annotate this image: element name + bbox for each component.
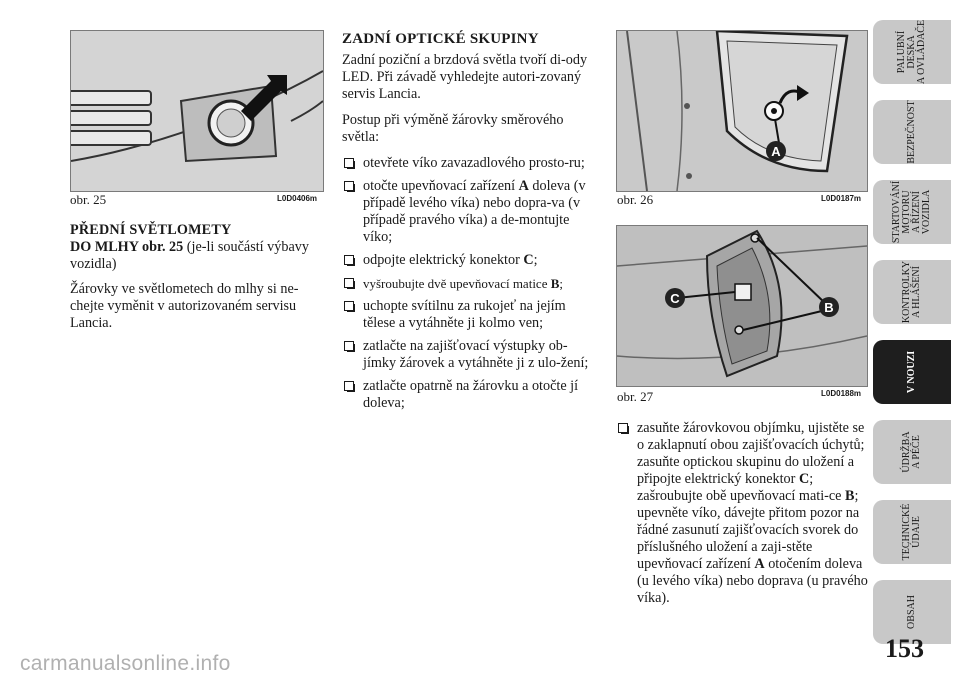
checkbox-bullet-icon [344, 381, 354, 391]
list-item: vyšroubujte dvě upevňovací matice B; [342, 275, 592, 292]
checkbox-bullet-icon [618, 423, 628, 433]
tab-technicke-udaje[interactable] [873, 500, 951, 564]
checkbox-bullet-icon [344, 255, 354, 265]
column-fog-lights [70, 222, 325, 341]
tab-kontrolky[interactable] [873, 260, 951, 324]
checkbox-bullet-icon [344, 301, 354, 311]
trunk-cover-illustration [617, 31, 867, 191]
checkbox-bullet-icon [344, 181, 354, 191]
tab-palubni-deska[interactable] [873, 20, 951, 84]
tab-label: BEZPEČNOST [906, 100, 917, 164]
paragraph: Žárovky ve světlometech do mlhy si ne-chejte vyměnit v autorizovaném servisu Lancia. [70, 281, 299, 331]
checkbox-bullet-icon [344, 341, 354, 351]
list-item: otočte upevňovací zařízení A doleva (v případě levého víka) nebo dopra-va (v případě pravého víka) a de-montujte víko; [342, 178, 592, 246]
list-item: odpojte elektrický konektor C; [342, 252, 592, 269]
list-item: zasuňte žárovkovou objímku, ujistěte se o zaklapnutí obou zajišťovacích úchytů; zasuňte optickou skupinu do uložení a připojte elektrický konektor C; zašroubujte obě upevňovací mati-ce B; upevněte víko, dávejte přitom pozor na řádné zasunutí zajišťovacích svorek do příslušného uložení a zaji-stěte upevňovací zařízení A otočením doleva (u levého víka) nebo doprava (u pravého víka). [616, 420, 868, 607]
tab-label: TECHNICKÉ ÚDAJE [901, 503, 922, 561]
tab-label: OBSAH [906, 595, 917, 629]
tab-label: STARTOVÁNÍ MOTORU A ŘÍZENÍ VOZIDLA [891, 180, 932, 244]
page-number: 153 [885, 634, 924, 663]
section-subheading: DO MLHY obr. 25 (je-li součástí výbavy vozidla) [70, 239, 309, 272]
instruction-list [342, 155, 592, 412]
paragraph: Zadní poziční a brzdová světla tvoří di-ody LED. Při závadě vyhledejte autori-zovaný servis Lancia. [342, 52, 588, 102]
tab-udrzba[interactable] [873, 420, 951, 484]
section-heading: ZADNÍ OPTICKÉ SKUPINY [342, 31, 539, 47]
watermark: carmanualsonline.info [20, 652, 231, 675]
figure-trunk-cover [616, 30, 868, 192]
callout-b-label: B [824, 300, 834, 315]
section-heading: PŘEDNÍ SVĚTLOMETY [70, 222, 232, 238]
figure-caption: obr. 25 [70, 192, 107, 207]
paragraph: Postup při výměně žárovky směrového světla: [342, 112, 564, 145]
list-item: otevřete víko zavazadlového prosto-ru; [342, 155, 592, 172]
tab-label: KONTROLKY A HLÁŠENÍ [901, 260, 922, 324]
checkbox-bullet-icon [344, 278, 354, 288]
list-item: zatlačte opatrně na žárovku a otočte jí doleva; [342, 378, 592, 412]
column-reassembly [616, 420, 868, 613]
list-item: zatlačte na zajišťovací výstupky ob-jímky žárovek a vytáhněte ji z ulo-žení; [342, 338, 592, 372]
tab-v-nouzi[interactable] [873, 340, 951, 404]
checkbox-bullet-icon [344, 158, 354, 168]
light-cluster-illustration [617, 226, 867, 386]
callout-a-label: A [771, 144, 781, 159]
tab-bezpecnost[interactable] [873, 100, 951, 164]
figure-code: L0D0187m [821, 194, 862, 203]
instruction-list [616, 420, 868, 607]
figure-code: L0D0406m [277, 194, 318, 203]
column-rear-lights [342, 31, 592, 418]
figure-light-cluster [616, 225, 868, 387]
figure-code: L0D0188m [821, 389, 862, 398]
fog-light-illustration [71, 31, 323, 191]
figure-fog-light [70, 30, 324, 192]
figure-caption: obr. 26 [617, 192, 654, 207]
tab-label: ÚDRŽBA A PÉČE [901, 431, 922, 473]
figure-caption: obr. 27 [617, 389, 654, 404]
tab-label: V NOUZI [906, 350, 917, 394]
callout-c-label: C [670, 291, 680, 306]
tab-label: PALUBNÍ DESKA A OVLÁDAČE [896, 19, 927, 85]
list-item: uchopte svítilnu za rukojeť na jejím tělese a vytáhněte ji kolmo ven; [342, 298, 592, 332]
tab-startovani[interactable] [873, 180, 951, 244]
